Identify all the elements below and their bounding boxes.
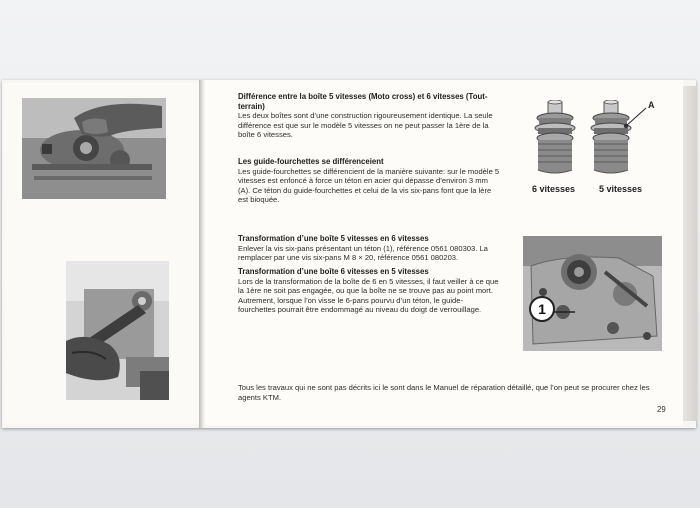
five-speed-label: 5 vitesses xyxy=(599,184,643,194)
footer-note: Tous les travaux qui ne sont pas décrits ici le sont dans le Manuel de réparation détaillé, que l’on peut se procurer chez les agents KTM. xyxy=(238,383,650,402)
callout-a-leader xyxy=(620,104,650,128)
transform-5-to-6-body: Enlever la vis six-pans présentant un téton (1), référence 0561 080303. La remplacer par une vis six-pans M 8 × 20, référence 0561 080203. xyxy=(238,243,488,263)
transform-5-to-6-section xyxy=(238,234,500,263)
engine-photo-top xyxy=(22,98,166,199)
gearbox-photo xyxy=(523,236,662,351)
guides-heading: Les guide-fourchettes se différenceient xyxy=(238,157,384,166)
transform-6-to-5-heading: Transformation d’une boîte 6 vitesses en 5 vitesses xyxy=(238,267,429,276)
transform-6-to-5-body: Lors de la transformation de la boîte de 6 en 5 vitesses, il faut veiller à ce que la 1ère ne soit pas engagée, ou que la boîte ne se trouve pas au point mort. Autrement, lorsque l’on visse le 6-pans pourvu d’un téton, le guide-fourchettes pourrait être endommagé au niveau du doigt de verrouillage. xyxy=(238,276,499,315)
callout-1-label: 1 xyxy=(538,301,546,317)
page-edge xyxy=(683,86,697,421)
callout-1-badge xyxy=(529,296,555,322)
fork-guide-drawing-6-speed xyxy=(532,100,578,176)
wrench-photo-bottom xyxy=(66,261,169,400)
difference-heading: Différence entre la boîte 5 vitesses (Moto cross) et 6 vitesses (Tout-terrain) xyxy=(238,92,488,111)
guides-body: Les guide-fourchettes se différencient de la manière suivante: sur le modèle 5 vitesses est enfoncé à force un téton en acier qui dépasse d’environ 3 mm (A). Ce téton du guide-fourchettes et celui de la vis six-pans font que la lère est bioquée. xyxy=(238,166,500,205)
page-number: 29 xyxy=(657,405,666,414)
difference-section xyxy=(238,92,500,140)
six-speed-label: 6 vitesses xyxy=(532,184,576,194)
transform-6-to-5-section xyxy=(238,267,500,315)
transform-5-to-6-heading: Transformation d’une boîte 5 vitesses en 6 vitesses xyxy=(238,234,429,243)
callout-a-label: A xyxy=(648,100,655,110)
difference-body: Les deux boîtes sont d’une construction rigoureusement identique. La seule différence est que sur le modèle 5 vitesses on ne peut passer la 1ère de la boîte 6 vitesses. xyxy=(238,111,493,140)
guides-section xyxy=(238,157,500,205)
